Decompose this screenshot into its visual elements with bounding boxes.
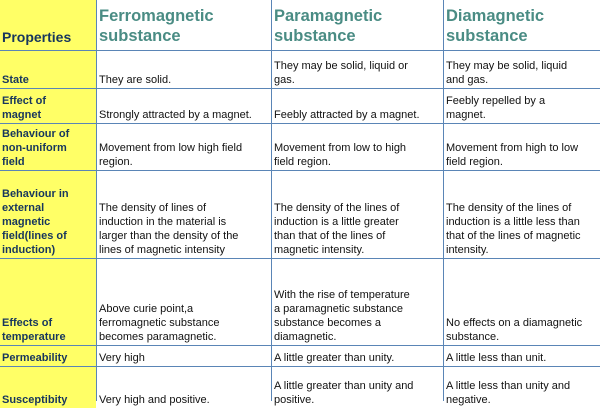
header-ferromagnetic: Ferromagnetic substance — [97, 0, 271, 50]
cell-nonuniform-ferro: Movement from low high field region. — [97, 124, 271, 170]
row-label-external-field: Behaviour in external magnetic field(lines of induction) — [0, 171, 96, 258]
header-properties: Properties — [0, 0, 96, 50]
cell-susceptibility-para: A little greater than unity and positive. — [272, 367, 443, 408]
cell-temperature-ferro: Above curie point,a ferromagnetic substance becomes paramagnetic. — [97, 259, 271, 345]
cell-state-ferro: They are solid. — [97, 51, 271, 88]
cell-external-para: The density of the lines of induction is a little greater than that of the lines of magnetic intensity. — [272, 171, 443, 258]
row-label-temperature: Effects of temperature — [0, 259, 96, 345]
cell-external-ferro: The density of lines of induction in the material is larger than the density of the lines of magnetic intensity — [97, 171, 271, 258]
cell-permeability-para: A little greater than unity. — [272, 346, 443, 366]
cell-nonuniform-dia: Movement from high to low field region. — [444, 124, 600, 170]
row-label-permeability: Permeability — [0, 346, 96, 366]
cell-temperature-para: With the rise of temperature a paramagnetic substance substance becomes a diamagnetic. — [272, 259, 443, 345]
cell-effect-para: Feebly attracted by a magnet. — [272, 89, 443, 123]
cell-nonuniform-para: Movement from low to high field region. — [272, 124, 443, 170]
header-diamagnetic: Diamagnetic substance — [444, 0, 600, 50]
cell-state-para: They may be solid, liquid or gas. — [272, 51, 443, 88]
header-paramagnetic: Paramagnetic substance — [272, 0, 443, 50]
cell-permeability-ferro: Very high — [97, 346, 271, 366]
cell-effect-dia: Feebly repelled by a magnet. — [444, 89, 600, 123]
row-label-non-uniform-field: Behaviour of non-uniform field — [0, 124, 96, 170]
row-label-state: State — [0, 51, 96, 88]
row-label-effect-of-magnet: Effect of magnet — [0, 89, 96, 123]
cell-permeability-dia: A little less than unit. — [444, 346, 600, 366]
row-label-susceptibility: Susceptibity — [0, 367, 96, 408]
cell-susceptibility-ferro: Very high and positive. — [97, 367, 271, 408]
cell-effect-ferro: Strongly attracted by a magnet. — [97, 89, 271, 123]
cell-external-dia: The density of the lines of induction is a little less than that of the lines of magnetic intensity. — [444, 171, 600, 258]
cell-state-dia: They may be solid, liquid and gas. — [444, 51, 600, 88]
cell-susceptibility-dia: A little less than unity and negative. — [444, 367, 600, 408]
cell-temperature-dia: No effects on a diamagnetic substance. — [444, 259, 600, 345]
